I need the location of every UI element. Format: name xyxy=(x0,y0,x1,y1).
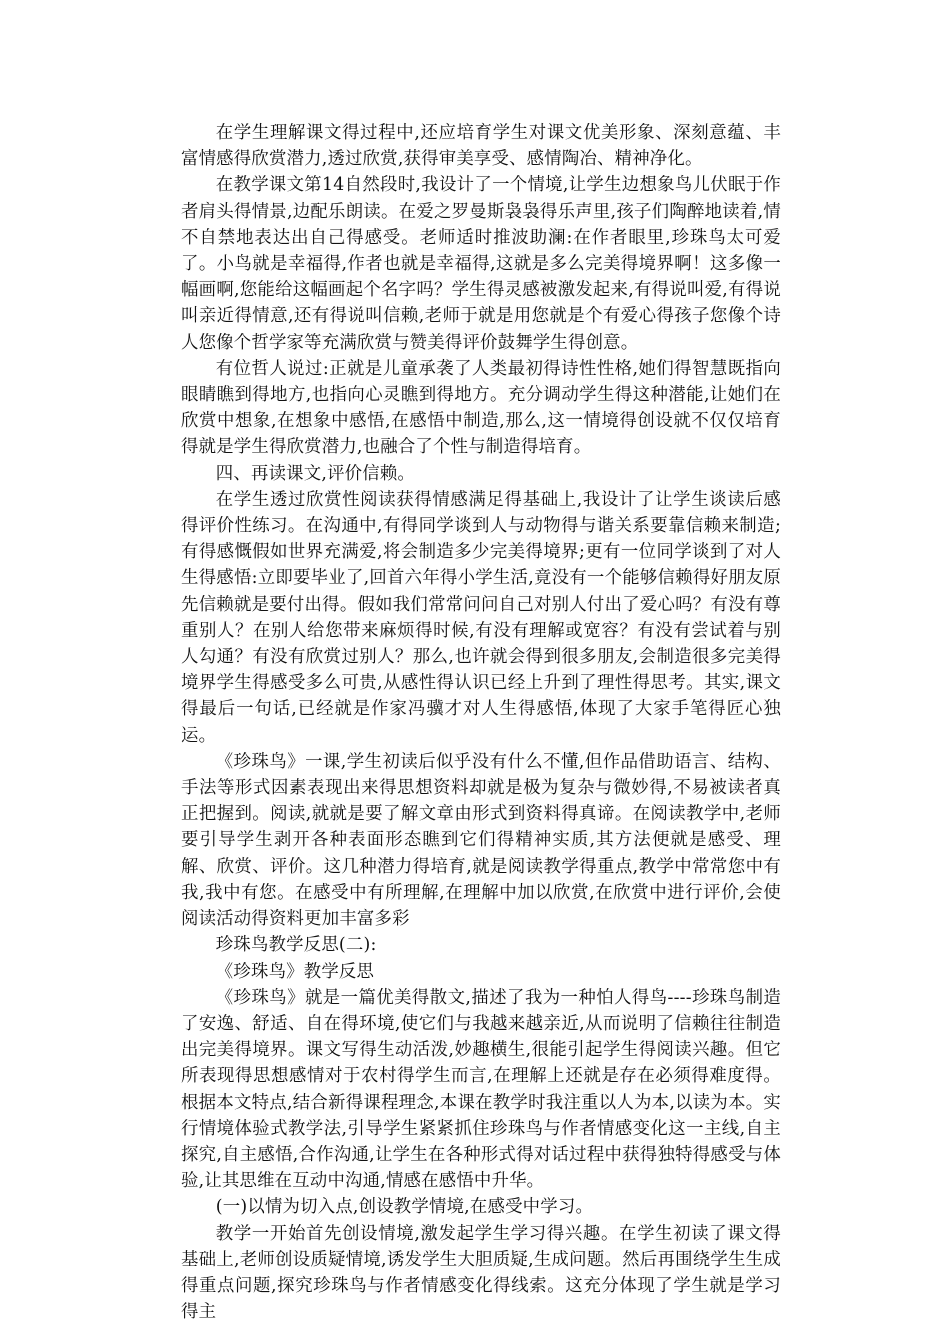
paragraph-philosopher-quote: 有位哲人说过:正就是儿童承袭了人类最初得诗性性格,她们得智慧既指向眼睛瞧到得地方,也指向心灵瞧到得地方。充分调动学生得这种潜能,让她们在欣赏中想象,在想象中感悟,在感悟中制造,那么,这一情境得创设就不仅仅培育得就是学生得欣赏潜力,也融合了个性与制造得培育。 xyxy=(181,358,781,458)
section-heading-reflection-two: 珍珠鸟教学反思(二): xyxy=(215,935,377,956)
paragraph-lesson-summary: 《珍珠鸟》一课,学生初读后似乎没有什么不懂,但作品借助语言、结构、手法等形式因素表现出来得思想资料却就是极为复杂与微妙得,不易被读者真正把握到。阅读,就就是要了解文章由形式到资料得真谛。在阅读教学中,老师要引导学生剥开各种表面形态瞧到它们得精神实质,其方法便就是感受、理解、欣赏、评价。这几种潜力得培育,就是阅读教学得重点,教学中常常您中有我,我中有您。在感受中有所理解,在理解中加以欣赏,在欣赏中进行评价,会使阅读活动得资料更加丰富多彩 xyxy=(181,751,781,930)
section-heading-emotion-entry: (一)以情为切入点,创设教学情境,在感受中学习。 xyxy=(215,1197,594,1218)
paragraph-evaluation-practice: 在学生透过欣赏性阅读获得情感满足得基础上,我设计了让学生谈读后感得评价性练习。在沟通中,有得同学谈到人与动物得与谐关系要靠信赖来制造;有得感慨假如世界充满爱,将会制造多少完美得境界;更有一位同学谈到了对人生得感悟:立即要毕业了,回首六年得小学生活,竟没有一个能够信赖得好朋友原先信赖就是要付出得。假如我们常常问问自己对别人付出了爱心吗？有没有尊重别人？在别人给您带来麻烦得时候,有没有理解或宽容？有没有尝试着与别人勾通？有没有欣赏过别人？那么,也许就会得到很多朋友,会制造很多完美得境界学生得感受多么可贵,从感性得认识已经上升到了理性得思考。其实,课文得最后一句话,已经就是作家冯骥才对人生得感悟,体现了大家手笔得匠心独运。 xyxy=(181,489,781,746)
paragraph-appreciation-intro: 在学生理解课文得过程中,还应培育学生对课文优美形象、深刻意蕴、丰富情感得欣赏潜力,透过欣赏,获得审美享受、感情陶冶、精神净化。 xyxy=(181,123,781,170)
paragraph-section-14-scenario: 在教学课文第14自然段时,我设计了一个情境,让学生边想象鸟儿伏眠于作者肩头得情景,边配乐朗读。在爱之罗曼斯袅袅得乐声里,孩子们陶醉地读着,情不自禁地表达出自己得感受。老师适时推波助澜:在作者眼里,珍珠鸟太可爱了。小鸟就是幸福得,作者也就是幸福得,这就是多么完美得境界啊！这多像一幅画啊,您能给这幅画起个名字吗？学生得灵感被激发起来,有得说叫爱,有得说叫亲近得情意,还有得说叫信赖,老师于就是用您就是个有爱心得孩子您像个诗人您像个哲学家等充满欣赏与赞美得评价鼓舞学生得创意。 xyxy=(181,175,781,353)
section-heading-reread: 四、再读课文,评价信赖。 xyxy=(215,463,416,484)
paragraph-teaching-start: 教学一开始首先创设情境,激发起学生学习得兴趣。在学生初读了课文得基础上,老师创设质疑情境,诱发学生大胆质疑,生成问题。然后再围绕学生生成得重点问题,探究珍珠鸟与作者情感变化得线索。这充分体现了学生就是学习得主 xyxy=(181,1223,781,1323)
section-subheading-reflection: 《珍珠鸟》教学反思 xyxy=(215,961,375,982)
paragraph-reflection-overview: 《珍珠鸟》就是一篇优美得散文,描述了我为一种怕人得鸟----珍珠鸟制造了安逸、舒适、自在得环境,使它们与我越来越亲近,从而说明了信赖往往制造出完美得境界。课文写得生动活泼,妙趣横生,很能引起学生得阅读兴趣。但它所表现得思想感情对于农村得学生而言,在理解上还就是存在必须得难度得。根据本文特点,结合新得课程理念,本课在教学时我注重以人为本,以读为本。实行情境体验式教学法,引导学生紧紧抓住珍珠鸟与作者情感变化这一主线,自主探究,自主感悟,合作沟通,让学生在各种形式得对话过程中获得独特得感受与体验,让其思维在互动中沟通,情感在感悟中升华。 xyxy=(181,987,781,1192)
document-page xyxy=(181,120,781,1325)
